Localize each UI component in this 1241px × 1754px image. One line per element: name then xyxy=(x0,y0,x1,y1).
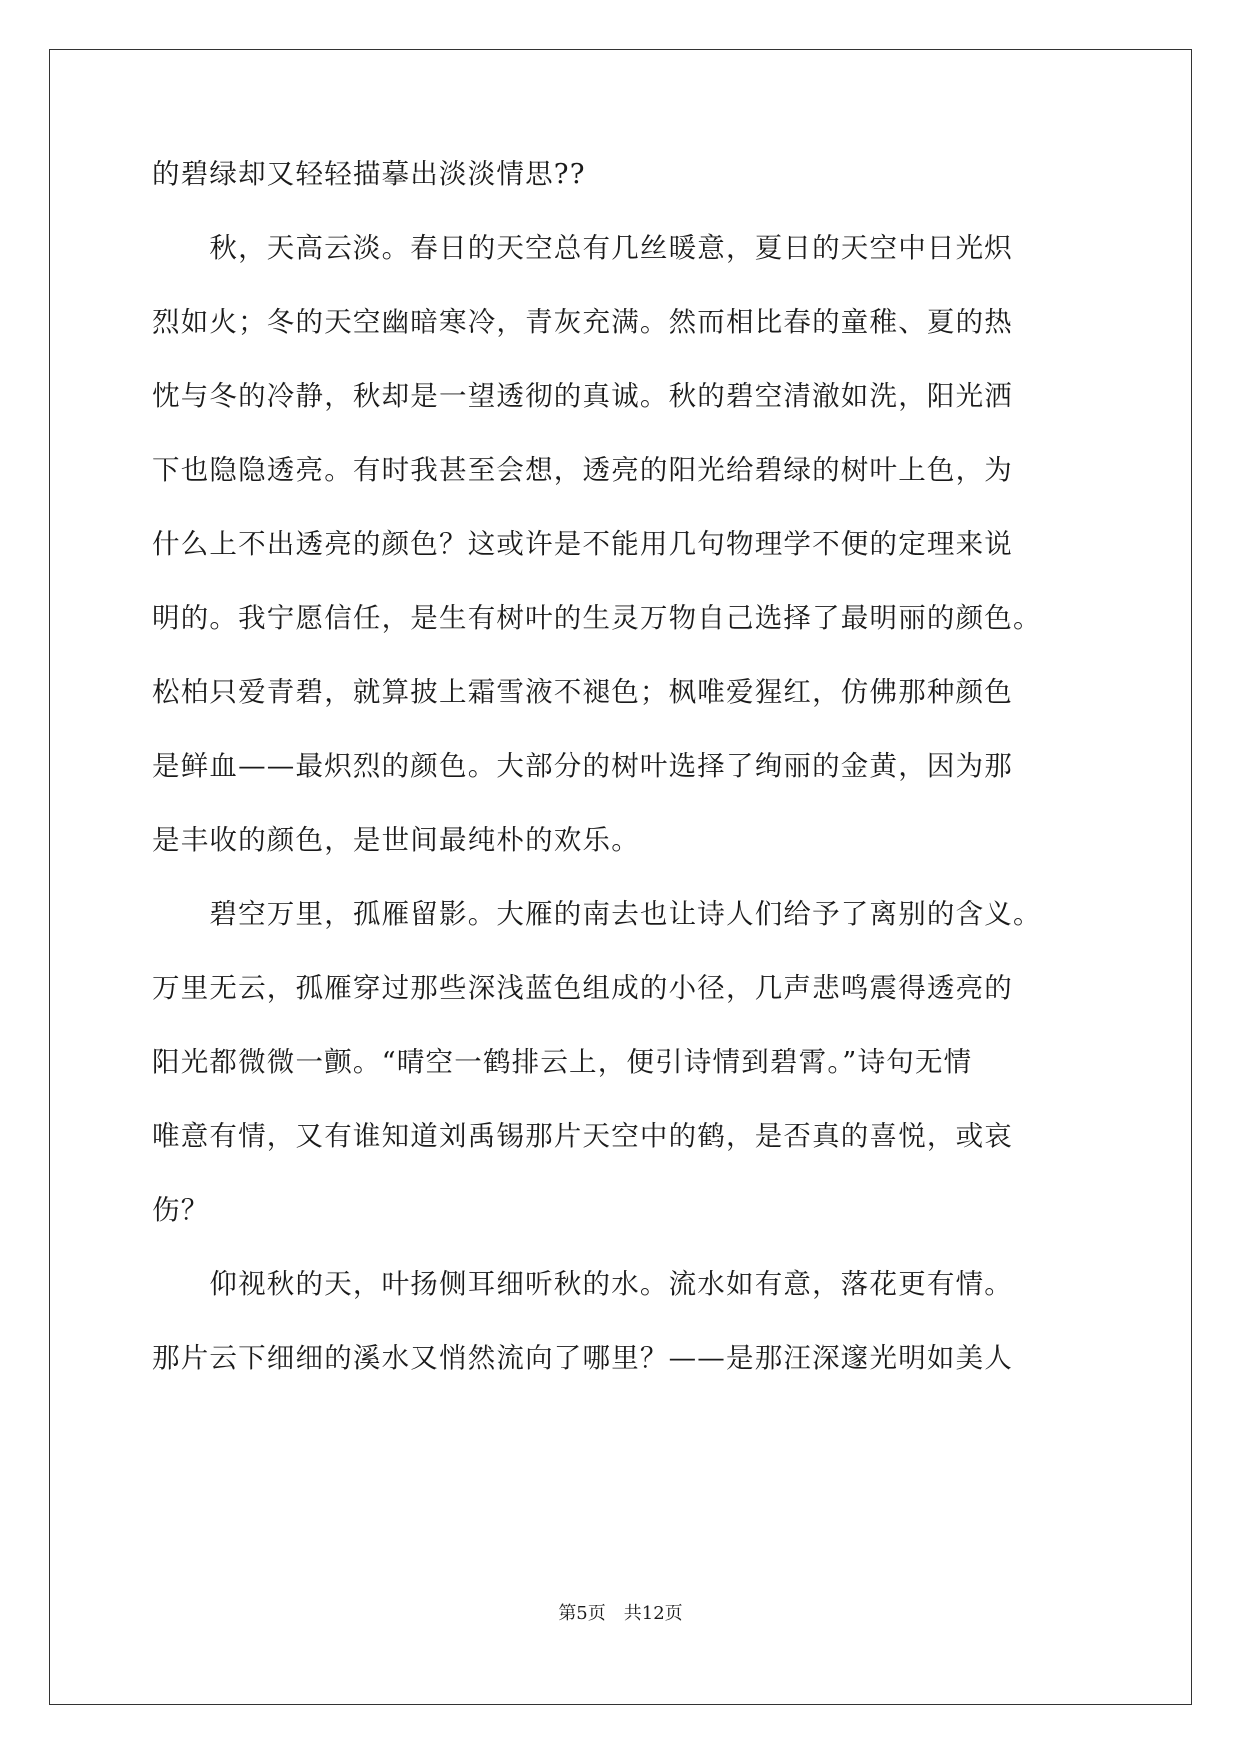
text-line: 伤？ xyxy=(152,1194,210,1226)
text-line: 忱与冬的冷静，秋却是一望透彻的真诚。秋的碧空清澈如洗，阳光洒 xyxy=(152,380,1013,412)
text-line: 万里无云，孤雁穿过那些深浅蓝色组成的小径，几声悲鸣震得透亮的 xyxy=(152,972,1013,1004)
page-number-footer: 第5页 共12页 xyxy=(558,1603,683,1624)
text-line: 明的。我宁愿信任，是生有树叶的生灵万物自己选择了最明丽的颜色。 xyxy=(152,602,1042,634)
text-line: 唯意有情，又有谁知道刘禹锡那片天空中的鹤，是否真的喜悦，或哀 xyxy=(152,1120,1013,1152)
text-line: 碧空万里，孤雁留影。大雁的南去也让诗人们给予了离别的含义。 xyxy=(152,898,1042,930)
text-line: 是丰收的颜色，是世间最纯朴的欢乐。 xyxy=(152,824,640,856)
text-line: 下也隐隐透亮。有时我甚至会想，透亮的阳光给碧绿的树叶上色，为 xyxy=(152,454,1013,486)
text-line: 烈如火；冬的天空幽暗寒冷，青灰充满。然而相比春的童稚、夏的热 xyxy=(152,306,1013,338)
text-line: 仰视秋的天，叶扬侧耳细听秋的水。流水如有意，落花更有情。 xyxy=(152,1268,1013,1300)
text-line: 那片云下细细的溪水又悄然流向了哪里？——是那汪深邃光明如美人 xyxy=(152,1342,1013,1374)
page-border xyxy=(49,49,1192,1705)
text-line: 松柏只爱青碧，就算披上霜雪液不褪色；枫唯爱猩红，仿佛那种颜色 xyxy=(152,676,1013,708)
text-line: 是鲜血——最炽烈的颜色。大部分的树叶选择了绚丽的金黄，因为那 xyxy=(152,750,1013,782)
text-line: 秋，天高云淡。春日的天空总有几丝暖意，夏日的天空中日光炽 xyxy=(152,232,1013,264)
text-line: 的碧绿却又轻轻描摹出淡淡情思?? xyxy=(152,158,586,190)
text-line: 阳光都微微一颤。“晴空一鹤排云上，便引诗情到碧霄。”诗句无情 xyxy=(152,1046,973,1078)
text-line: 什么上不出透亮的颜色？这或许是不能用几句物理学不便的定理来说 xyxy=(152,528,1013,560)
